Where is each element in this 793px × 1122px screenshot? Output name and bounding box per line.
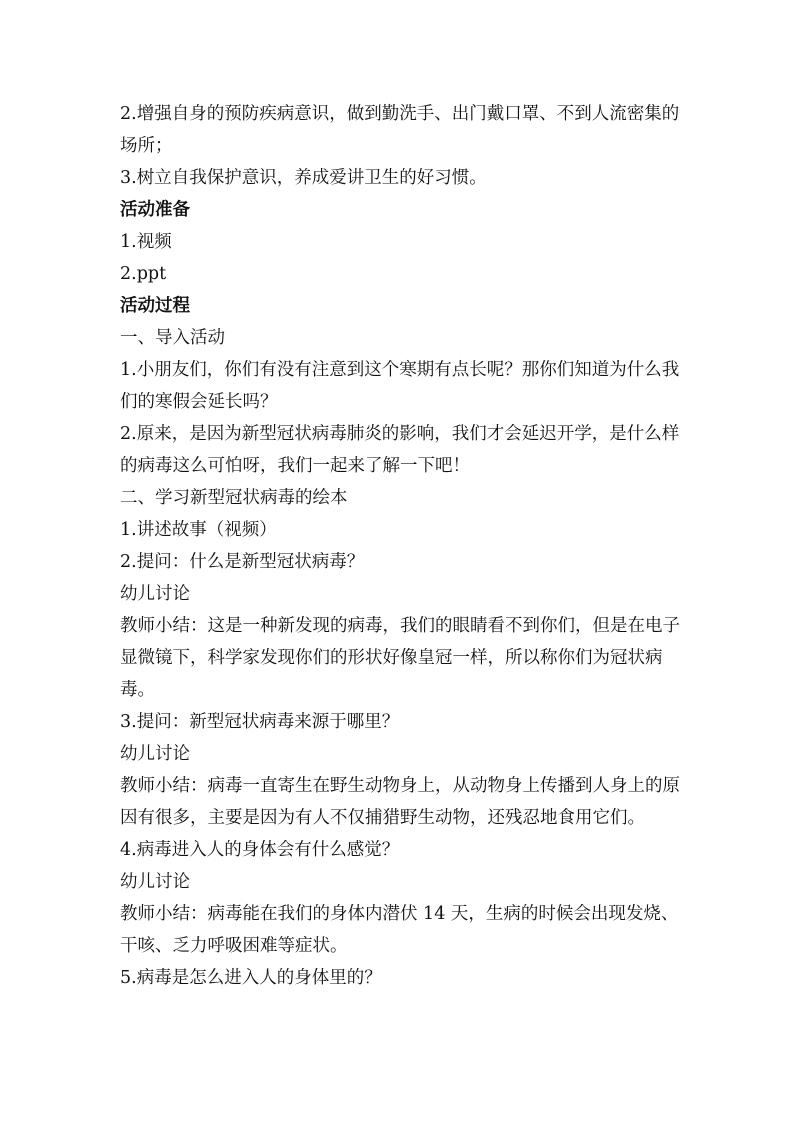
question-how-virus-enters: 5.病毒是怎么进入人的身体里的？ [120,968,382,988]
question-what-is-virus: 2.提问：什么是新型冠状病毒？ [120,552,365,572]
child-discussion-1: 幼儿讨论 [120,584,190,604]
paragraph-goal-3: 3.树立自我保护意识，养成爱讲卫生的好习惯。 [120,168,487,188]
section-intro-activity: 一、导入活动 [120,328,225,348]
paragraph-story: 1.讲述故事（视频） [120,520,277,540]
paragraph-intro-1: 1.小朋友们，你们有没有注意到这个寒期有点长呢？那你们知道为什么我们的寒假会延长吗？ [120,360,680,412]
heading-activity-process: 活动过程 [120,296,190,316]
teacher-summary-2: 教师小结：病毒一直寄生在野生动物身上，从动物身上传播到人身上的原因有很多，主要是因为有人不仅捕猎野生动物，还残忍地食用它们。 [120,776,680,828]
question-body-feeling: 4.病毒进入人的身体会有什么感觉？ [120,840,400,860]
child-discussion-3: 幼儿讨论 [120,872,190,892]
document-body [120,98,680,994]
teacher-summary-1: 教师小结：这是一种新发现的病毒，我们的眼睛看不到你们，但是在电子显微镜下，科学家发现你们的形状好像皇冠一样，所以称你们为冠状病毒。 [120,616,680,700]
paragraph-goal-2: 2.增强自身的预防疾病意识，做到勤洗手、出门戴口罩、不到人流密集的场所； [120,104,680,156]
child-discussion-2: 幼儿讨论 [120,744,190,764]
section-picture-book: 二、学习新型冠状病毒的绘本 [120,488,348,508]
teacher-summary-3: 教师小结：病毒能在我们的身体内潜伏 14 天，生病的时候会出现发烧、干咳、乏力呼吸困难等症状。 [120,904,679,956]
prep-item-ppt: 2.ppt [120,264,167,284]
heading-activity-prep: 活动准备 [120,200,190,220]
paragraph-intro-2: 2.原来，是因为新型冠状病毒肺炎的影响，我们才会延迟开学，是什么样的病毒这么可怕呀，我们一起来了解一下吧！ [120,424,680,476]
prep-item-video: 1.视频 [120,232,172,252]
question-virus-origin: 3.提问：新型冠状病毒来源于哪里？ [120,712,400,732]
